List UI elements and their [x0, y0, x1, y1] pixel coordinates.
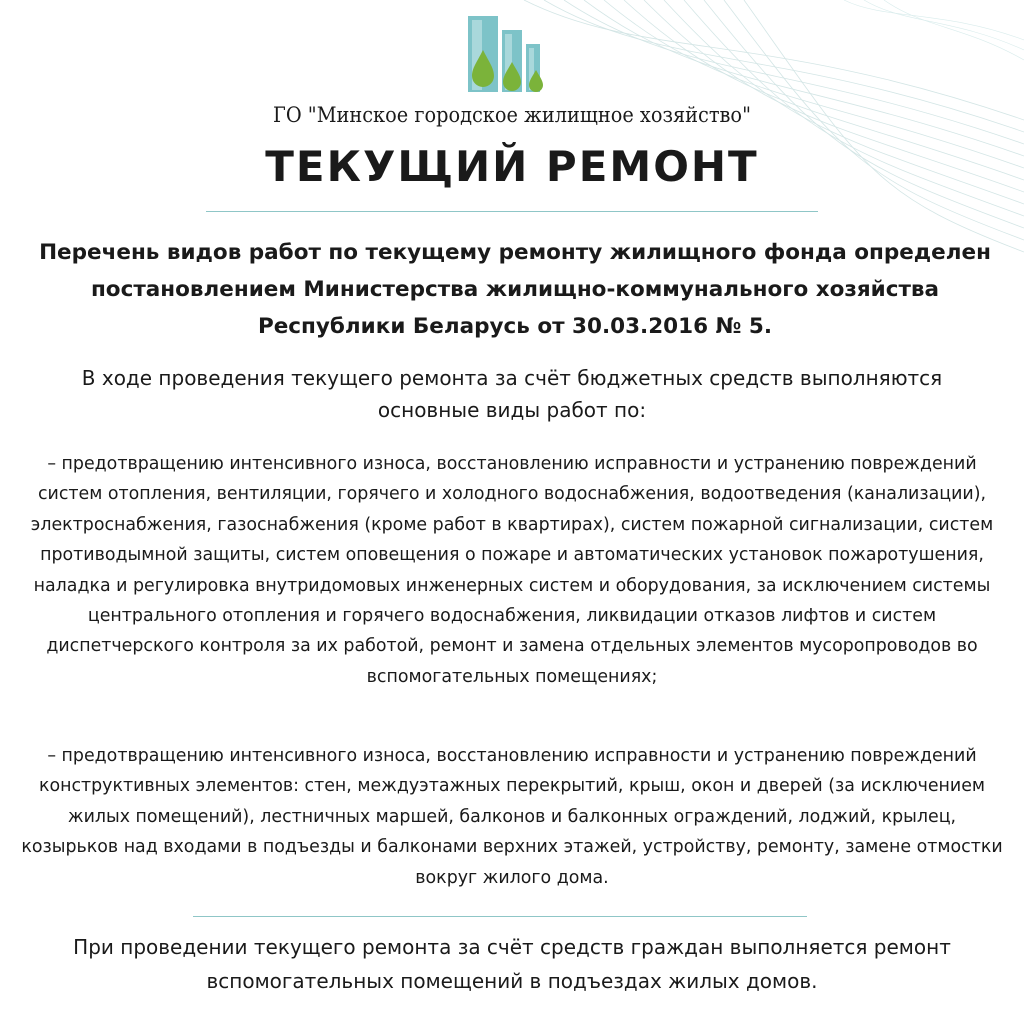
work-item-structures: – предотвращению интенсивного износа, восстановлению исправности и устранению повреждений конструктивных элементов: стен, междуэтажных перекрытий, крыш, окон и дверей (за исключением жилых помещений), лестничных маршей, балконов и балконных ограждений, лоджий, крылец, козырьков над входами в подъезды и балконами верхних этажей, устройству, ремонту, замене отмостки вокруг жилого дома.	[21, 746, 1003, 888]
divider-bottom	[193, 916, 807, 917]
logo-buildings-drops-icon	[466, 10, 556, 94]
intro-paragraph: Перечень видов работ по текущему ремонту жилищного фонда определен постановлением Министерства жилищно-коммунального хозяйства Республики Беларусь от 30.03.2016 № 5.	[39, 240, 991, 339]
work-item-utilities: – предотвращению интенсивного износа, восстановлению исправности и устранению повреждений систем отопления, вентиляции, горячего и холодного водоснабжения, водоотведения (канализации), электроснабжения, газоснабжения (кроме работ в квартирах), систем пожарной сигнализации, систем противодымной защиты, систем оповещения о пожаре и автоматических установок пожаротушения, наладка и регулировка внутридомовых инженерных систем и оборудования, за исключением системы центрального отопления и горячего водоснабжения, ликвидации отказов лифтов и систем диспетчерского контроля за их работой, ремонт и замена отдельных элементов мусоропроводов во вспомогательных помещениях;	[30, 454, 994, 687]
organization-name: ГО "Минское городское жилищное хозяйство"	[273, 103, 751, 127]
page-title: ТЕКУЩИЙ РЕМОНТ	[265, 142, 759, 191]
closing-paragraph: При проведении текущего ремонта за счёт средств граждан выполняется ремонт вспомогательных помещений в подъездах жилых домов.	[73, 935, 951, 993]
divider-top	[206, 211, 818, 212]
lead-paragraph: В ходе проведения текущего ремонта за счёт бюджетных средств выполняются основные виды работ по:	[81, 366, 943, 422]
